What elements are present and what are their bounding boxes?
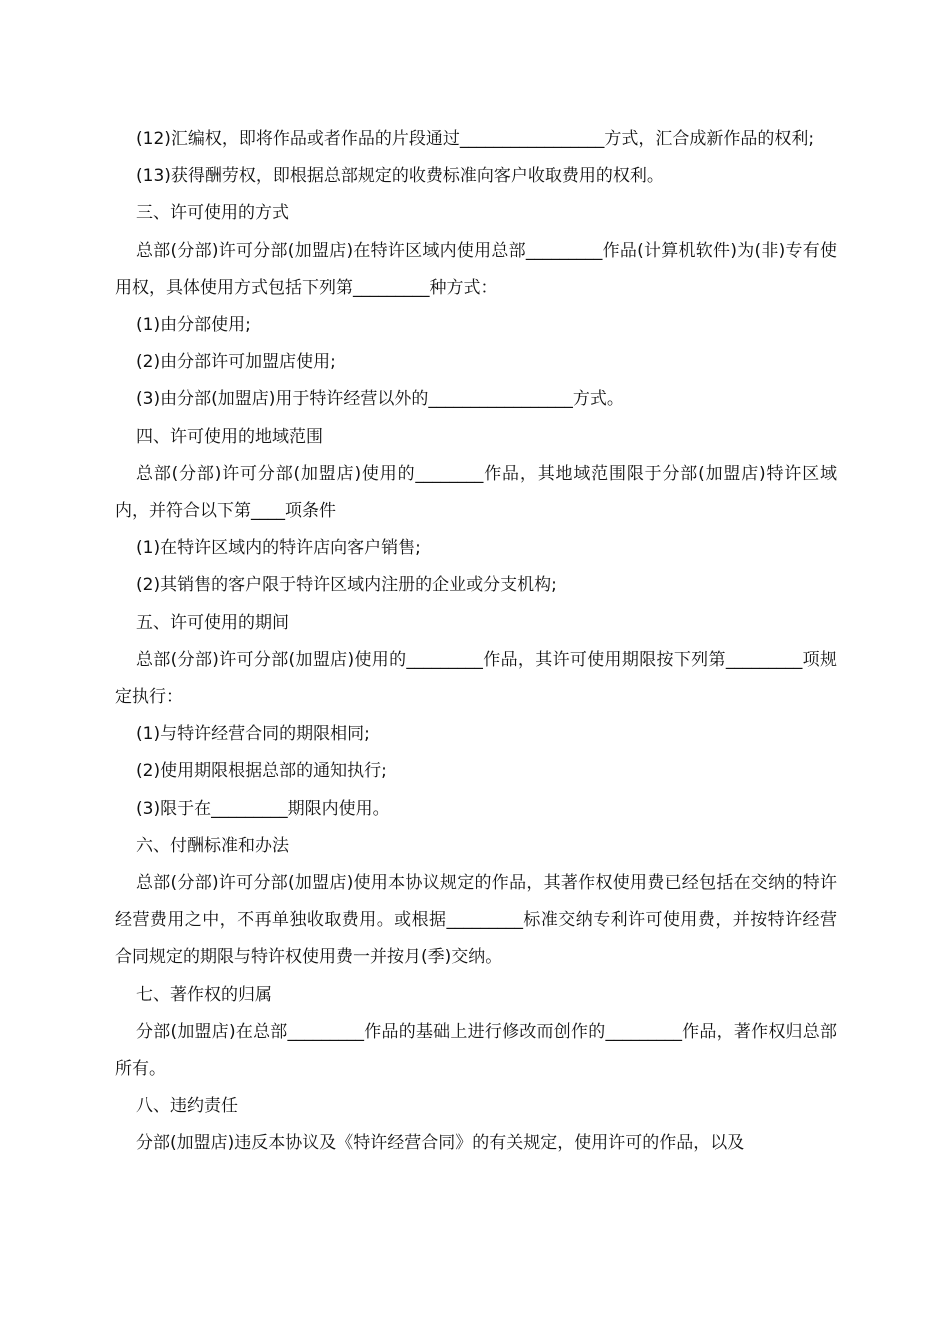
section-6-body: 总部(分部)许可分部(加盟店)使用本协议规定的作品，其著作权使用费已经包括在交纳的特许经营费用之中，不再单独收取费用。或根据_________标准交纳专利许可使用费，并按特许经营合同规定的期限与特许权使用费一并按月(季)交纳。 [115,873,837,968]
section-5-item-1: (1)与特许经营合同的期限相同; [136,724,370,745]
section-heading-7: 七、著作权的归属 [136,984,272,1005]
section-5-item-3: (3)限于在_________期限内使用。 [136,798,390,819]
section-7-body: 分部(加盟店)在总部_________作品的基础上进行修改而创作的_________作品，著作权归总部所有。 [115,1021,837,1080]
section-4-item-2: (2)其销售的客户限于特许区域内注册的企业或分支机构; [136,575,557,596]
section-3-item-3: (3)由分部(加盟店)用于特许经营以外的_________________方式。 [136,389,624,410]
section-5-body: 总部(分部)许可分部(加盟店)使用的_________作品，其许可使用期限按下列第_________项规定执行： [115,649,837,708]
clause-13-remuneration-right: (13)获得酬劳权，即根据总部规定的收费标准向客户收取费用的权利。 [136,166,664,187]
section-8-body: 分部(加盟店)违反本协议及《特许经营合同》的有关规定，使用许可的作品，以及 [136,1133,745,1154]
clause-12-compilation-right: (12)汇编权，即将作品或者作品的片段通过_________________方式，汇合成新作品的权利; [136,129,815,149]
section-4-body: 总部(分部)许可分部(加盟店)使用的________作品，其地域范围限于分部(加盟店)特许区域内，并符合以下第____项条件 [115,463,837,522]
section-3-item-2: (2)由分部许可加盟店使用; [136,352,336,373]
section-5-item-2: (2)使用期限根据总部的通知执行; [136,761,387,782]
section-4-item-1: (1)在特许区域内的特许店向客户销售; [136,538,421,559]
section-3-body: 总部(分部)许可分部(加盟店)在特许区域内使用总部_________作品(计算机软件)为(非)专有使用权，具体使用方式包括下列第_________种方式： [115,240,837,298]
document-body [115,121,837,1163]
section-heading-6: 六、付酬标准和办法 [136,835,289,856]
section-heading-3: 三、许可使用的方式 [136,203,289,224]
section-3-item-1: (1)由分部使用; [136,315,251,336]
section-heading-4: 四、许可使用的地域范围 [136,426,323,447]
section-heading-5: 五、许可使用的期间 [136,612,289,633]
section-heading-8: 八、违约责任 [136,1096,238,1117]
